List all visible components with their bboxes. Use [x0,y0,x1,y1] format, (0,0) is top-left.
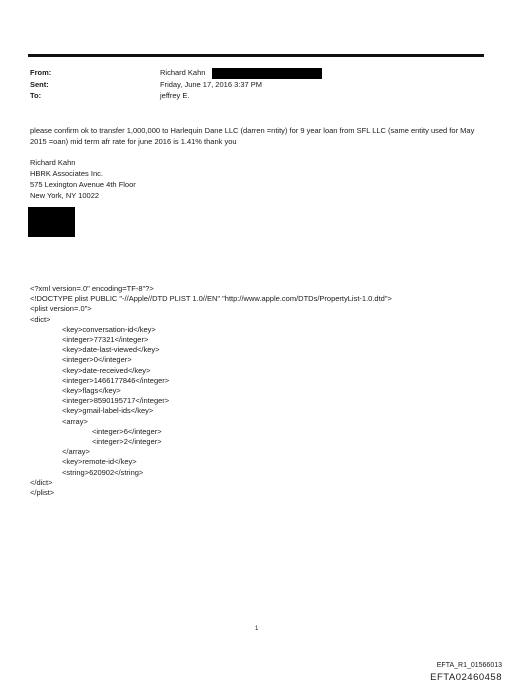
xml-line: <integer>2</integer> [92,437,162,447]
signature-block [30,157,136,201]
xml-line: <?xml version=.0" encoding=TF-8"?> [30,284,154,293]
email-body: please confirm ok to transfer 1,000,000 to Harlequin Dane LLC (darren =ntity) for 9 year loan from SFL LLC (same entity used for May 2015 =oan) mid term afr rate for june 2016 is 1.41% thank you [30,126,475,146]
header-rule [28,54,484,57]
xml-line: <!DOCTYPE plist PUBLIC "-//Apple//DTD PLIST 1.0//EN" "http://www.apple.com/DTDs/PropertyList-1.0.dtd"> [30,294,392,304]
xml-line: <integer>8590195717</integer> [62,396,170,406]
xml-line: </array> [62,447,90,457]
xml-line: <key>remote-id</key> [62,457,137,467]
xml-line: <key>conversation-id</key> [62,324,156,334]
xml-line: <integer>6</integer> [92,426,162,436]
signature-company: HBRK Associates Inc. [30,169,103,178]
from-name: Richard Kahn [160,68,206,77]
sent-value: Friday, June 17, 2016 3:37 PM [160,80,263,89]
xml-line: <plist version=.0"> [30,304,92,314]
from-label: From: [30,68,52,77]
xml-line: </dict> [30,477,53,487]
signature-name: Richard Kahn [30,158,76,167]
to-label: To: [30,91,42,100]
footer-bates-1: EFTA_R1_01566013 [436,662,502,669]
footer-bates-2: EFTA02460458 [430,672,502,683]
xml-line: <string>620902</string> [62,467,144,477]
from-email-redaction [212,68,322,79]
xml-line: <integer>0</integer> [62,355,132,365]
xml-line: <key>date-last-viewed</key> [62,345,160,355]
xml-line: <key>gmail-label-ids</key> [62,406,154,416]
xml-plist-block [30,284,392,498]
xml-line: <integer>77321</integer> [62,335,149,345]
signature-address: 575 Lexington Avenue 4th Floor [30,180,136,189]
signature-city: New York, NY 10022 [30,191,100,200]
xml-line: <integer>1466177846</integer> [62,375,170,385]
page-number: 1 [255,626,259,632]
xml-line: <key>date-received</key> [62,365,151,375]
xml-line: </plist> [30,488,55,498]
xml-line: <dict> [30,314,51,324]
signature-redaction [28,207,75,237]
to-value: jeffrey E. [160,91,190,100]
xml-line: <key>flags</key> [62,386,121,396]
from-value [160,68,322,79]
sent-label: Sent: [30,80,49,89]
xml-line: <array> [62,416,88,426]
